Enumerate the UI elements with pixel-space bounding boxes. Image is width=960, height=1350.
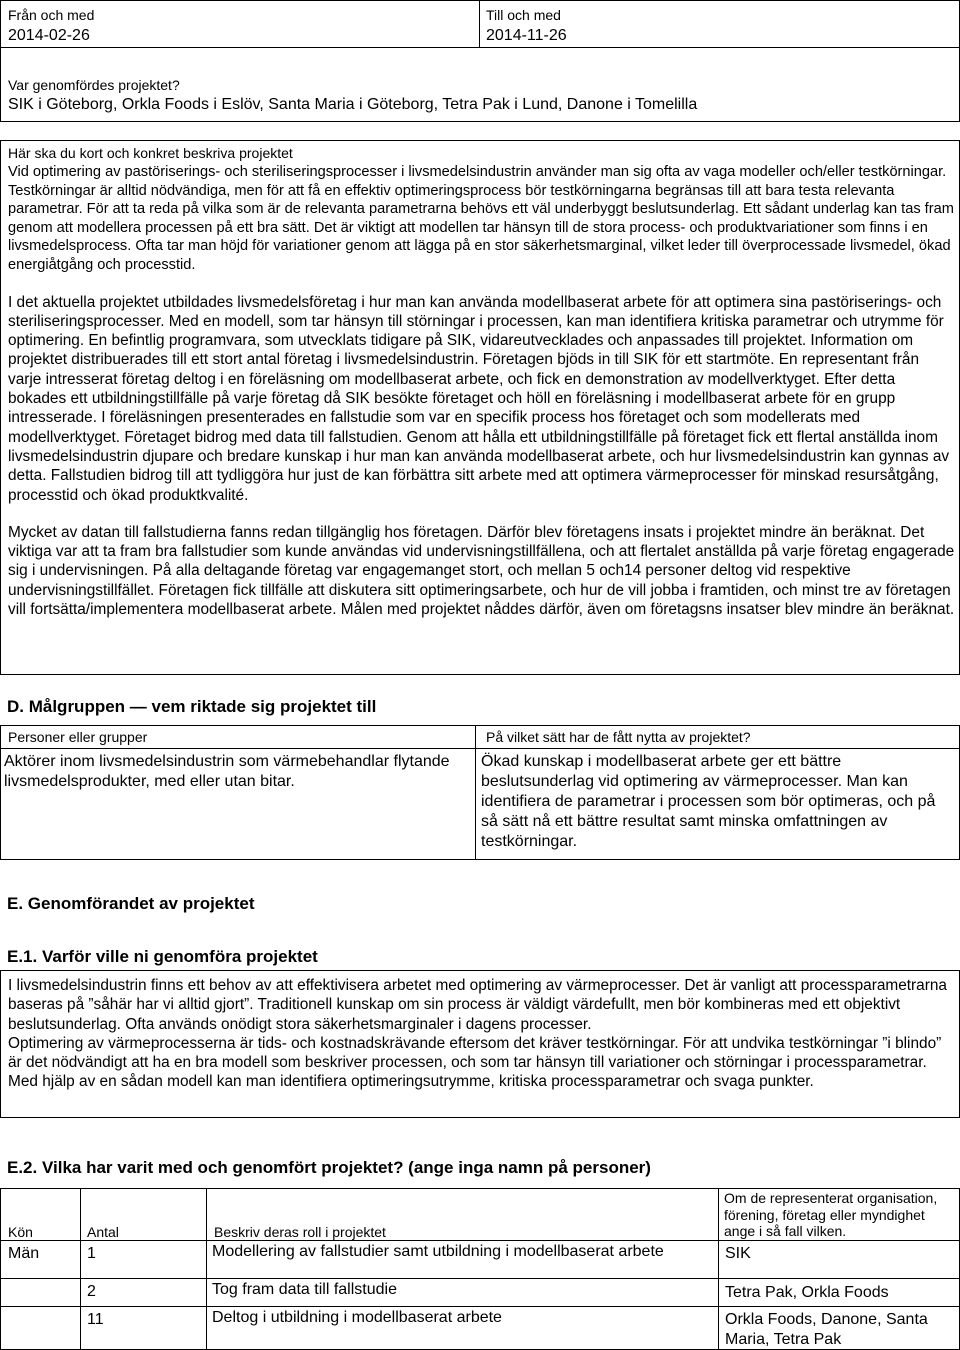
description-paragraph-2: I det aktuella projektet utbildades livsmedelsföretag i hur man kan använda modellbaserat arbete för att optimera sina pastöriserings- och steriliseringsprocesser. Med en modell, som tar hänsyn till störningar i processen, kan man identifiera kritiska parametrar och utrymme för optimering. En befintlig programvara, som utvecklats tidigare på SIK, vidareutvecklades och anpassades till projektet. Information om projektet distribuerades till ett stort antal företag i livsmedelsindustrin. Företagen bjöds in till SIK för ett startmöte. En representant från varje intresserat företag deltog i en föreläsning om modellbaserat arbete, och fick en demonstration av modellverktyget. Efter detta bokades ett utbildningstillfälle på varje företag då SIK besökte företaget och höll en föreläsning i modellbaserat arbete för en grupp intresserade. I föreläsningen presenterades en fallstudie som var en specifik process hos företaget och som modellerats med modellverktyget. Företaget bidrog med data till fallstudien. Genom att hålla ett utbildningstillfälle på företaget fick ett flertal anställda inom livsmedelsindustrin djupare och bredare kunskap i hur man kan använda modellbaserat arbete, och hur livsmedelsindustrin kan gynnas av detta. Fallstudien bidrog till att tydliggöra hur just de kan förbättra sitt arbete med att optimera värmeprocesser för minskad resursåtgång, processtid och ökad produktkvalité. xyxy=(8,293,950,504)
description-box xyxy=(0,140,960,675)
participants-row-1-kon: Män xyxy=(8,1245,40,1262)
target-col1-value: Aktörer inom livsmedelsindustrin som värmebehandlar flytande livsmedelsprodukter, med eller utan bitar. xyxy=(4,753,450,790)
target-col2-value: Ökad kunskap i modellbaserat arbete ger ett bättre beslutsunderlag vid optimering av värmeprocesser. Man kan identifiera de parametrar i processen som bör optimeras, och på så sätt nå ett bättre resultat samt minska omfattningen av testkörningar. xyxy=(481,753,936,850)
description-label: Här ska du kort och konkret beskriva projektet xyxy=(8,145,293,161)
reason-paragraph-2: Optimering av värmeprocesserna är tids- och kostnadskrävande eftersom det kräver testkörningar. För att undvika testkörningar ”i blindo” är det nödvändigt att ha en bra modell som beskriver processen, och som tar hänsyn till variationer och störningar i processparametrar. Med hjälp av en sådan modell kan man identifiera optimeringsutrymme, kritiska processparametrar och svaga punkter. xyxy=(8,1034,942,1091)
description-paragraph-1: Vid optimering av pastöriserings- och steriliseringsprocesser i livsmedelsindustrin använder man sig ofta av vaga modeller och/eller testkörningar. Testkörningar är alltid nödvändiga, men för att få en effektiv optimeringsprocess bör testkörningarna begränsas till att bara testa relevanta parametrar. För att ta reda på vilka som är de relevanta parametrarna behövs ett väl underbyggt beslutsunderlag. Ett sådant underlag kan tas fram genom att modellera processen på ett bra sätt. Det är viktigt att modellen tar hänsyn till de stora process- och produktvariationer som finns i en livsmedelsprocess. Ofta tar man höjd för variationer genom att lägga på en stor säkerhetsmarginal, vilket leder till överprocessade livsmedel, ökad energiåtgång och processtid. xyxy=(8,164,954,273)
from-date-label: Från och med xyxy=(8,7,95,23)
where-value: SIK i Göteborg, Orkla Foods i Eslöv, Santa Maria i Göteborg, Tetra Pak i Lund, Danone i Tomelilla xyxy=(8,96,698,113)
from-date-value: 2014-02-26 xyxy=(8,27,90,44)
to-date-label: Till och med xyxy=(486,7,561,23)
participants-row-3-antal: 11 xyxy=(87,1311,104,1328)
participants-row-3-roll: Deltog i utbildning i modellbaserat arbete xyxy=(212,1309,502,1326)
participants-header-antal: Antal xyxy=(87,1224,119,1240)
target-group-table xyxy=(0,725,960,860)
participants-header-roll: Beskriv deras roll i projektet xyxy=(214,1224,386,1240)
description-content xyxy=(8,163,956,619)
participants-row-2-antal: 2 xyxy=(87,1283,96,1300)
to-date-value: 2014-11-26 xyxy=(486,27,567,44)
section-d-heading: D. Målgruppen — vem riktade sig projektet till xyxy=(7,697,377,716)
participants-row-1-org: SIK xyxy=(725,1245,751,1262)
participants-row-1-antal: 1 xyxy=(87,1245,96,1262)
where-label: Var genomfördes projektet? xyxy=(8,77,180,93)
reason-paragraph-1: I livsmedelsindustrin finns ett behov av att effektivisera arbetet med optimering av värmeprocesser. Det är vanligt att processparametrarna baseras på ”såhär har vi alltid gjort”. Traditionell kunskap om sin process är väldigt värdefullt, men bör kombineras med ett objektivt beslutsunderlag. Ofta används onödigt stora säkerhetsmarginaler i dagens processer. xyxy=(8,977,947,1033)
reason-box xyxy=(0,970,960,1118)
participants-header-kon: Kön xyxy=(8,1224,33,1240)
from-date-box xyxy=(0,0,480,48)
participants-row-1-roll: Modellering av fallstudier samt utbildning i modellbaserat arbete xyxy=(212,1243,664,1260)
participants-header-org: Om de representerat organisation, förening, företag eller myndighet ange i så fall vilken. xyxy=(724,1190,938,1239)
section-e1-heading: E.1. Varför ville ni genomföra projektet xyxy=(7,947,318,966)
target-col2-header: På vilket sätt har de fått nytta av projektet? xyxy=(486,729,751,745)
section-e2-heading: E.2. Vilka har varit med och genomfört projektet? (ange inga namn på personer) xyxy=(7,1158,651,1177)
participants-row-2-roll: Tog fram data till fallstudie xyxy=(212,1281,397,1298)
reason-content xyxy=(8,976,958,1092)
participants-row-3-org: Orkla Foods, Danone, Santa Maria, Tetra Pak xyxy=(725,1311,928,1348)
to-date-box xyxy=(479,0,960,48)
description-paragraph-3: Mycket av datan till fallstudierna fanns redan tillgänglig hos företagen. Därför blev företagens insats i projektet mindre än beräknat. Det viktiga var att ta fram bra fallstudier som kunde användas vid undervisningstillfällena, och att flertalet anställda på varje företag engagerade sig i undervisningen. På alla deltagande företag var engagemanget stort, och mellan 5 och14 personer deltog vid respektive undervisningstillfället. Företagen fick tillfälle att diskutera sitt optimeringsarbete, och hur de vill jobba i framtiden, och minst tre av företagen vill fortsätta/implementera modellbaserat arbete. Målen med projektet nåddes därför, även om företagsns insatser blev mindre än beräknat. xyxy=(8,523,955,619)
participants-row-2-org: Tetra Pak, Orkla Foods xyxy=(725,1284,889,1301)
participants-table xyxy=(0,1188,960,1350)
section-e-heading: E. Genomförandet av projektet xyxy=(7,894,255,913)
target-col1-header: Personer eller grupper xyxy=(8,729,148,745)
where-box xyxy=(0,47,960,122)
